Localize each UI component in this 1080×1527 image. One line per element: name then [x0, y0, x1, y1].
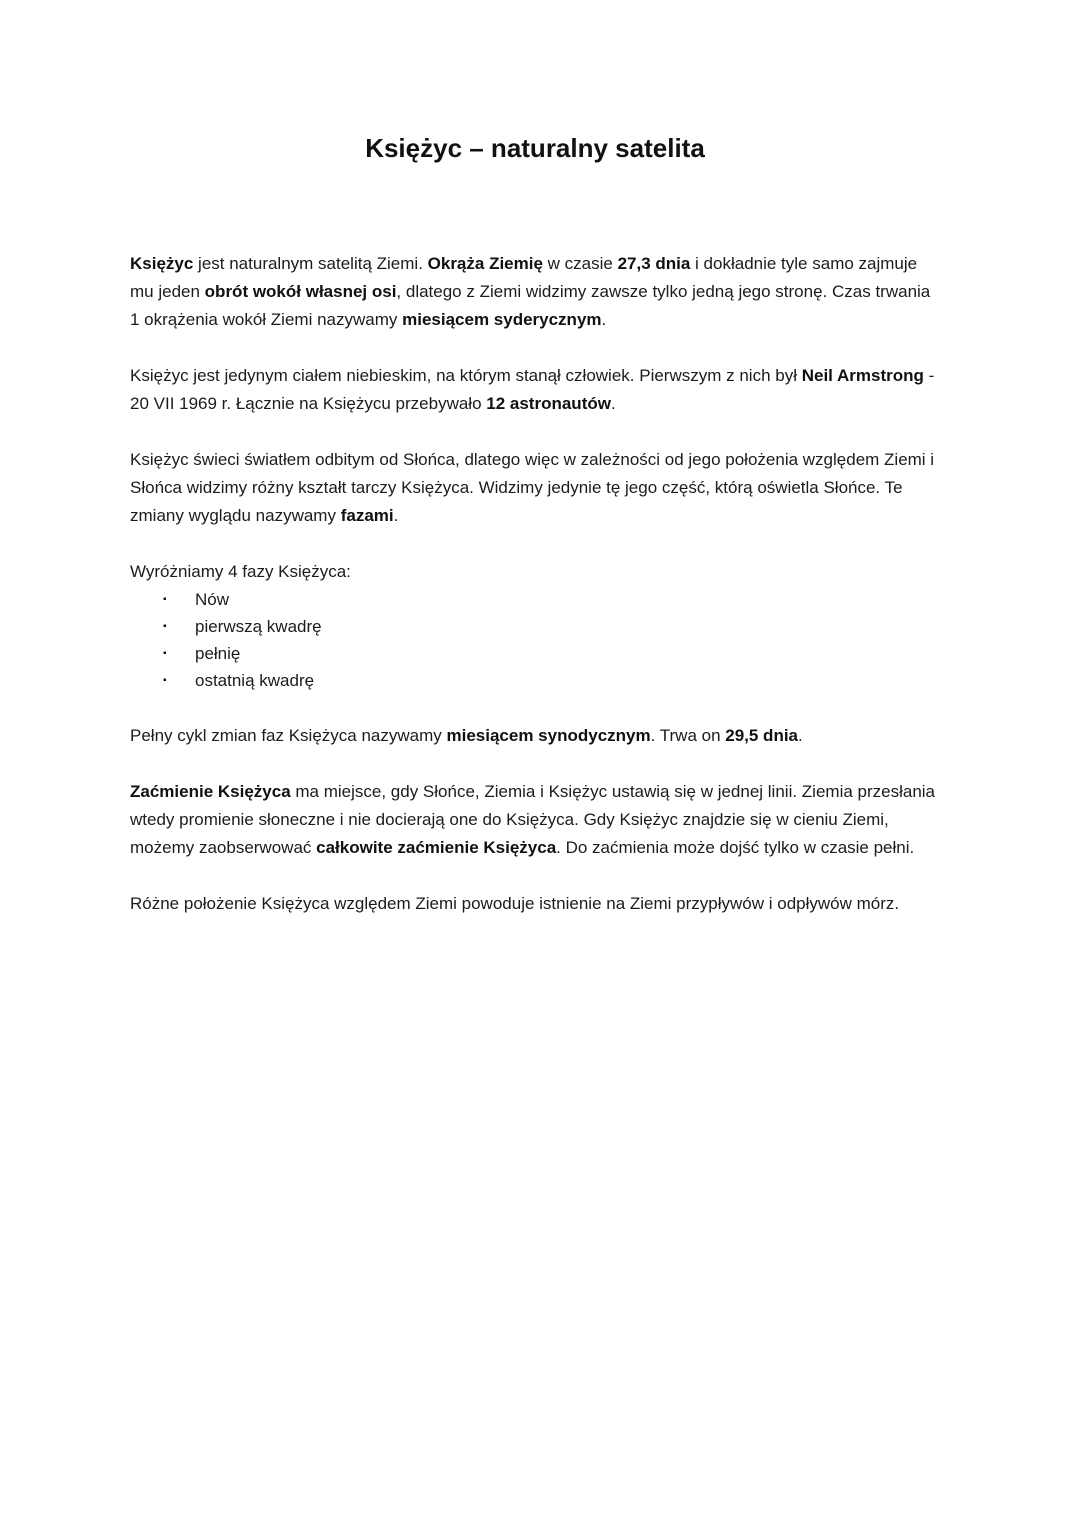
body-text: . Trwa on [650, 726, 726, 745]
paragraph [130, 722, 940, 750]
body-text: . [393, 506, 399, 525]
body-text: , dlatego z Ziemi widzimy zawsze tylko jedną jego stronę. Czas trwania 1 okrążenia wokół Ziemi nazywamy [130, 282, 931, 329]
body-text: jest naturalnym satelitą Ziemi. [193, 254, 428, 273]
square-bullet-icon: ▪ [163, 675, 167, 686]
bold-text: 12 astronautów [486, 394, 611, 413]
paragraph [130, 778, 940, 862]
bold-text: miesiącem synodycznym [446, 726, 651, 745]
square-bullet-icon: ▪ [163, 594, 167, 605]
list-item-text: pierwszą kwadrę [195, 617, 322, 636]
list-item [130, 586, 940, 613]
list-item-text: ostatnią kwadrę [195, 671, 315, 690]
paragraph [130, 446, 940, 530]
body-text: Pełny cykl zmian faz Księżyca nazywamy [130, 726, 447, 745]
body-text: - 20 VII 1969 r. Łącznie na Księżycu przebywało [130, 366, 935, 413]
list-item-text: Nów [195, 590, 230, 609]
paragraph [130, 558, 940, 586]
list-item [130, 667, 940, 694]
body-text: . [610, 394, 616, 413]
bold-text: Zaćmienie Księżyca [130, 782, 291, 801]
bold-text: fazami [340, 506, 394, 525]
paragraph [130, 890, 940, 918]
list-item-text: pełnię [195, 644, 241, 663]
body-text: . Do zaćmienia może dojść tylko w czasie pełni. [556, 838, 915, 857]
body-text: w czasie [542, 254, 618, 273]
body-text: Różne położenie Księżyca względem Ziemi powoduje istnienie na Ziemi przypływów i odpływów mórz. [130, 894, 900, 913]
square-bullet-icon: ▪ [163, 621, 167, 632]
moon-phases-list [130, 586, 940, 694]
bold-text: 29,5 dnia [725, 726, 799, 745]
body-text: Księżyc świeci światłem odbitym od Słońca, dlatego więc w zależności od jego położenia względem Ziemi i Słońca widzimy różny kształt tarczy Księżyca. Widzimy jedynie tę jego część, którą oświetla Słońce. Te zmiany wyglądu nazywamy [130, 450, 935, 525]
body-text: ma miejsce, gdy Słońce, Ziemia i Księżyc ustawią się w jednej linii. Ziemia przesłania wtedy promienie słoneczne i nie docierają one do Księżyca. Gdy Księżyc znajdzie się w cieniu Ziemi, możemy zaobserwować [130, 782, 936, 857]
bold-text: miesiącem syderycznym [402, 310, 602, 329]
list-item [130, 640, 940, 667]
bold-text: 27,3 dnia [617, 254, 691, 273]
list-item [130, 613, 940, 640]
paragraph [130, 250, 940, 334]
body-text: Księżyc jest jedynym ciałem niebieskim, na którym stanął człowiek. Pierwszym z nich był [130, 366, 802, 385]
bold-text: Neil Armstrong [801, 366, 924, 385]
body-text: . [601, 310, 607, 329]
document-body [130, 250, 940, 918]
bold-text: obrót wokół własnej osi [204, 282, 397, 301]
square-bullet-icon: ▪ [163, 648, 167, 659]
body-text: . [798, 726, 803, 745]
bold-text: Księżyc [130, 254, 194, 273]
document-title: Księżyc – naturalny satelita [365, 133, 705, 163]
bold-text: całkowite zaćmienie Księżyca [316, 838, 557, 857]
body-text: i dokładnie tyle samo zajmuje mu jeden [130, 254, 918, 301]
body-text: Wyróżniamy 4 fazy Księżyca: [130, 562, 351, 581]
paragraph [130, 362, 940, 418]
bold-text: Okrąża Ziemię [427, 254, 543, 273]
